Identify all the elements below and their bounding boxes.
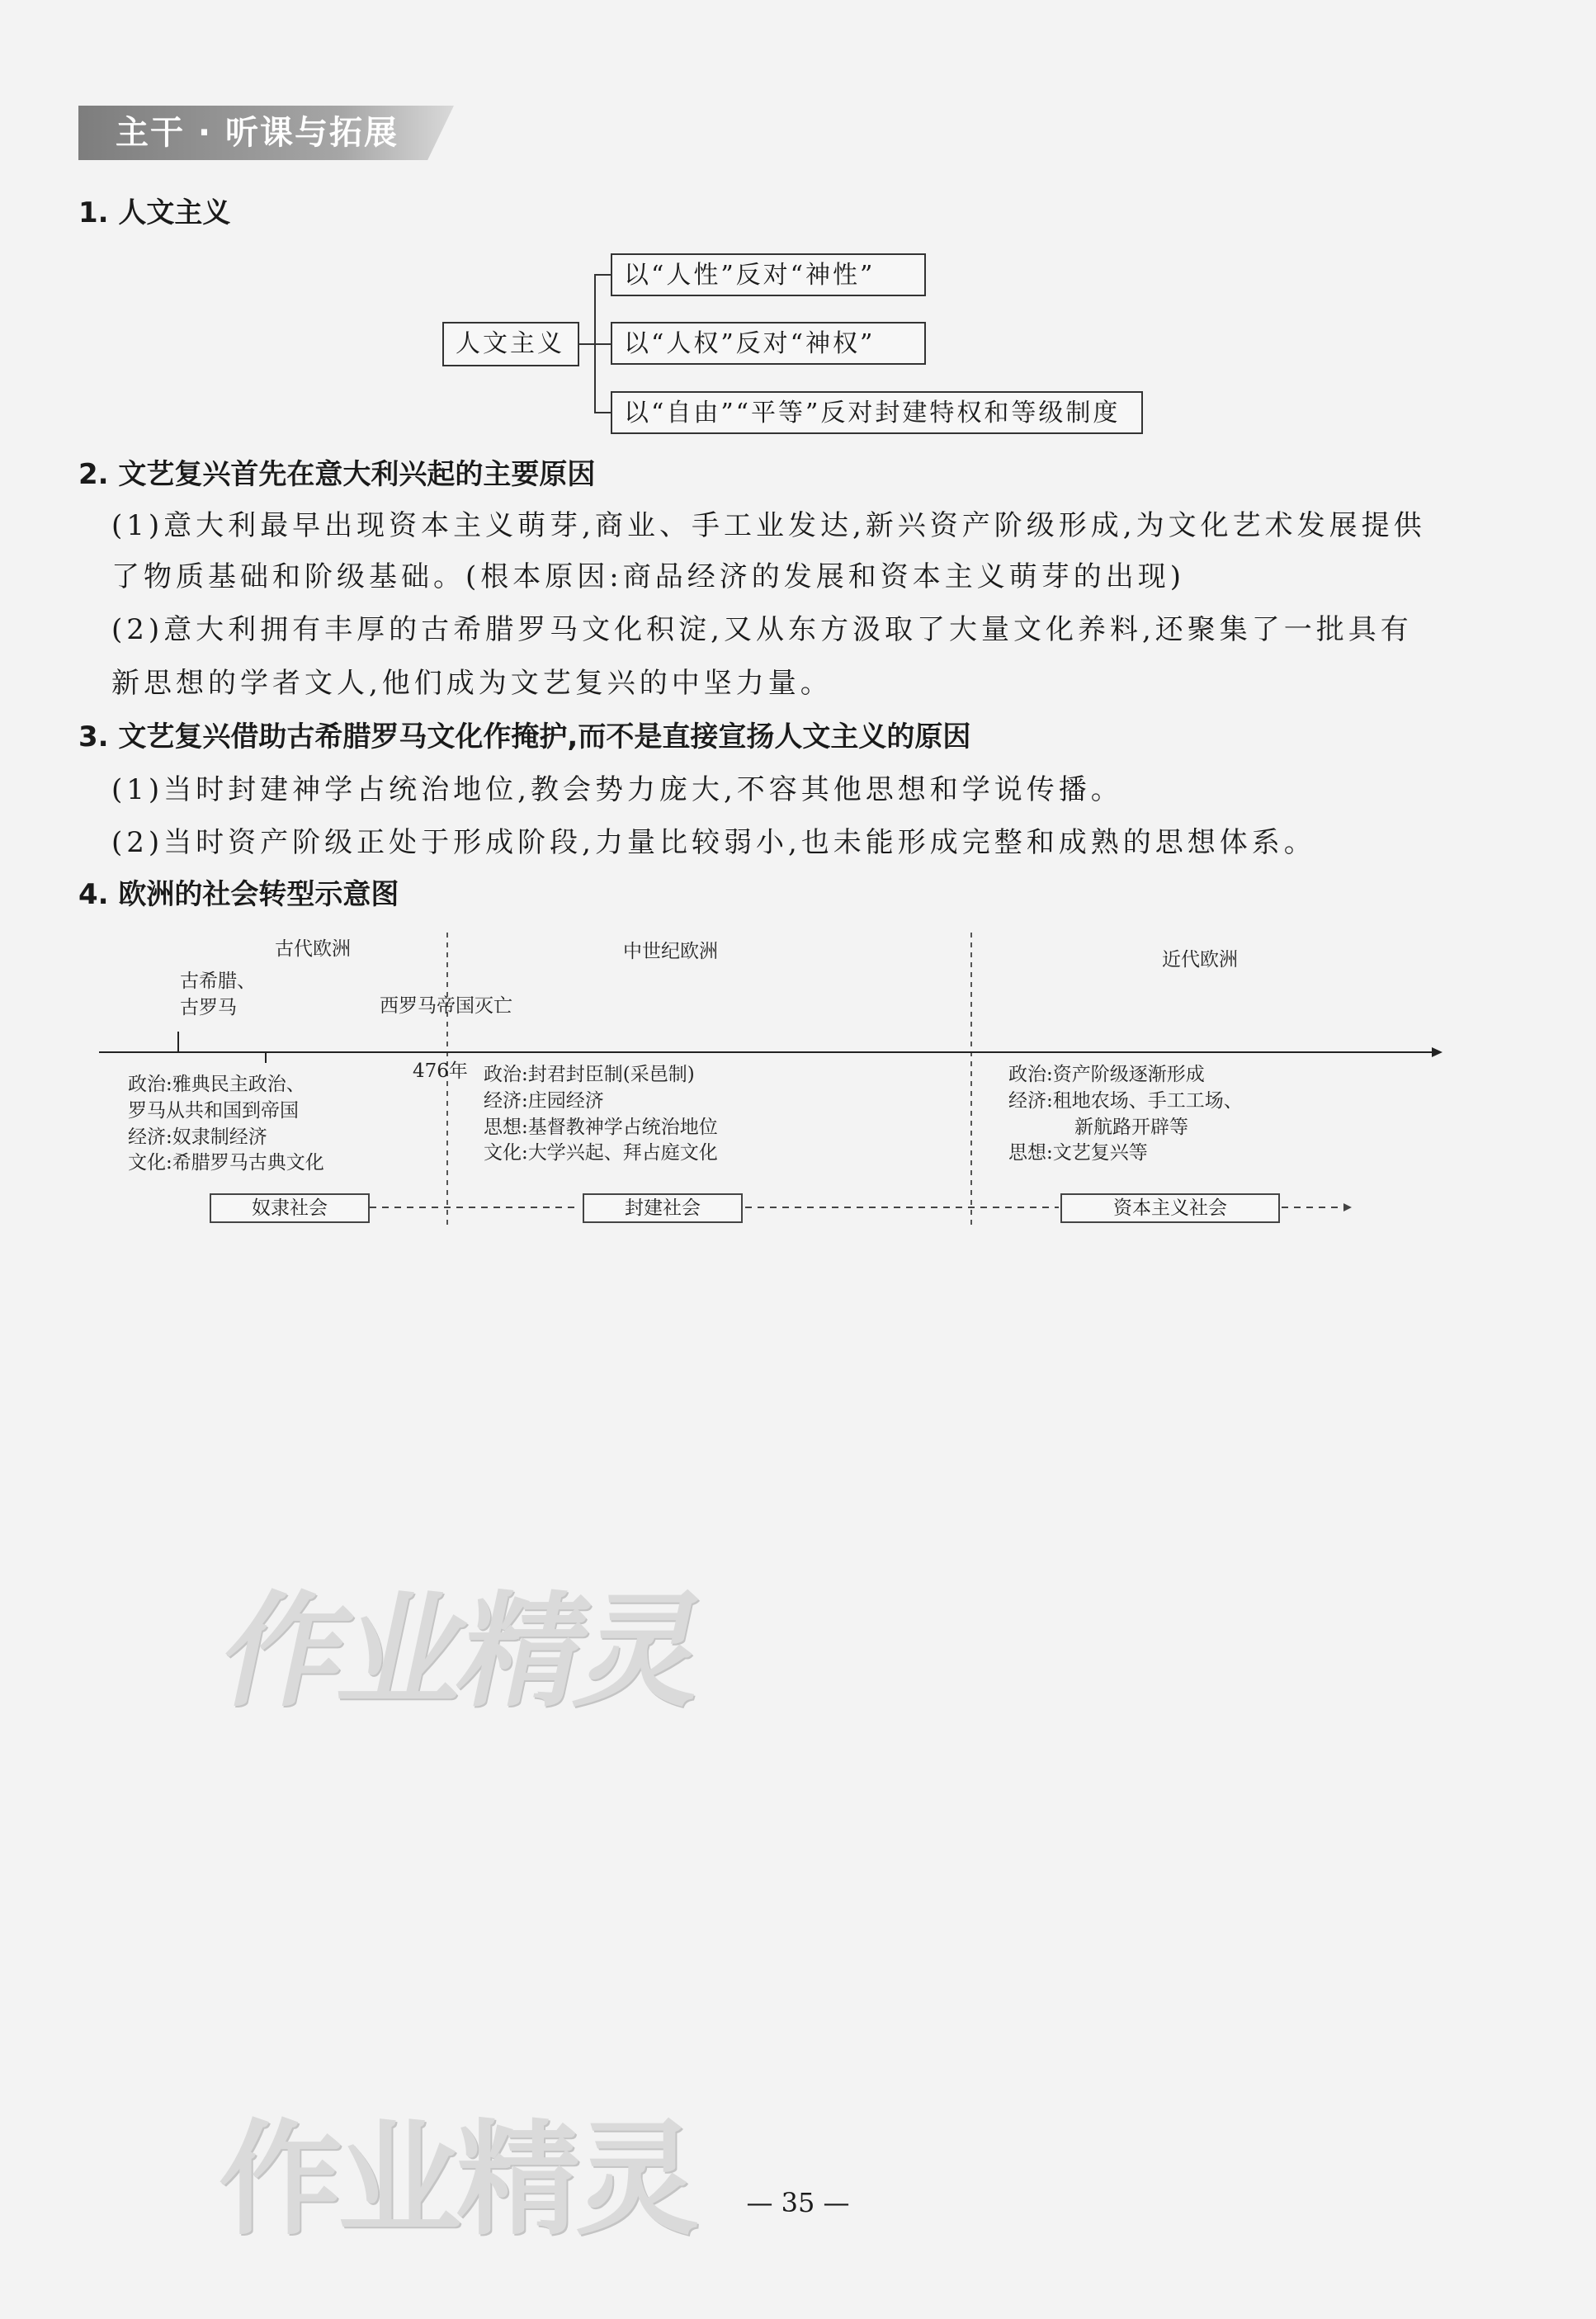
- connector: [579, 343, 594, 345]
- medieval-line-3: 思想:基督教神学占统治地位: [484, 1117, 718, 1138]
- section3-line-1: (1)当时封建神学占统治地位,教会势力庞大,不容其他思想和学说传播。: [111, 773, 1123, 806]
- page-number: — 35 —: [746, 2187, 850, 2218]
- section2-line-4: 新思想的学者文人,他们成为文艺复兴的中坚力量。: [111, 667, 833, 700]
- medieval-line-1: 政治:封君封臣制(采邑制): [484, 1064, 695, 1085]
- flow-arrowhead: [1343, 1203, 1352, 1211]
- era-modern: 近代欧洲: [1162, 949, 1238, 971]
- humanism-item-2: 以“人权”反对“神权”: [611, 322, 926, 365]
- modern-line-1: 政治:资产阶级逐渐形成: [1008, 1064, 1205, 1085]
- era-ancient: 古代欧洲: [275, 938, 351, 960]
- medieval-line-2: 经济:庄园经济: [484, 1090, 604, 1112]
- section1-title: 1. 人文主义: [78, 196, 231, 229]
- connector: [594, 274, 611, 276]
- ancient-line-4: 文化:希腊罗马古典文化: [128, 1152, 324, 1174]
- connector: [594, 412, 611, 413]
- section2-line-1: (1)意大利最早出现资本主义萌芽,商业、手工业发达,新兴资产阶级形成,为文化艺术发展提供: [111, 509, 1426, 542]
- section3-line-2: (2)当时资产阶级正处于形成阶段,力量比较弱小,也未能形成完整和成熟的思想体系。: [111, 826, 1316, 859]
- section2-line-2: 了物质基础和阶级基础。(根本原因:商品经济的发展和资本主义萌芽的出现): [111, 560, 1185, 593]
- label-year-476: 476年: [413, 1060, 468, 1082]
- section2-line-3: (2)意大利拥有丰厚的古希腊罗马文化积淀,又从东方汲取了大量文化养料,还聚集了一批具有: [111, 613, 1413, 646]
- timeline-arrowhead: [1432, 1047, 1443, 1057]
- section2-title: 2. 文艺复兴首先在意大利兴起的主要原因: [78, 458, 596, 491]
- label-west-rome-fall: 西罗马帝国灭亡: [380, 995, 512, 1017]
- society-capitalist: 资本主义社会: [1060, 1193, 1280, 1223]
- humanism-item-1: 以“人性”反对“神性”: [611, 253, 926, 296]
- medieval-line-4: 文化:大学兴起、拜占庭文化: [484, 1142, 718, 1164]
- society-slave: 奴隶社会: [210, 1193, 370, 1223]
- modern-line-2: 经济:租地农场、手工工场、: [1008, 1090, 1243, 1112]
- ancient-line-3: 经济:奴隶制经济: [128, 1126, 267, 1148]
- connector: [594, 343, 611, 345]
- label-greece: 古希腊、: [180, 971, 256, 992]
- ancient-line-1: 政治:雅典民主政治、: [128, 1074, 305, 1095]
- humanism-center-box: 人文主义: [442, 322, 579, 366]
- watermark-upper: 作业精灵: [209, 1580, 715, 1724]
- section3-title: 3. 文艺复兴借助古希腊罗马文化作掩护,而不是直接宣扬人文主义的原因: [78, 720, 971, 753]
- society-feudal: 封建社会: [583, 1193, 743, 1223]
- section4-title: 4. 欧洲的社会转型示意图: [78, 878, 399, 911]
- banner-title: 主干 · 听课与拓展: [116, 114, 399, 152]
- modern-line-4: 思想:文艺复兴等: [1008, 1142, 1148, 1164]
- humanism-item-3: 以“自由”“平等”反对封建特权和等级制度: [611, 391, 1143, 434]
- watermark-lower: 作业精灵: [219, 2109, 695, 2252]
- label-rome: 古罗马: [180, 997, 237, 1018]
- ancient-line-2: 罗马从共和国到帝国: [128, 1100, 299, 1122]
- modern-line-3: 新航路开辟等: [1074, 1117, 1188, 1138]
- era-medieval: 中世纪欧洲: [623, 941, 718, 962]
